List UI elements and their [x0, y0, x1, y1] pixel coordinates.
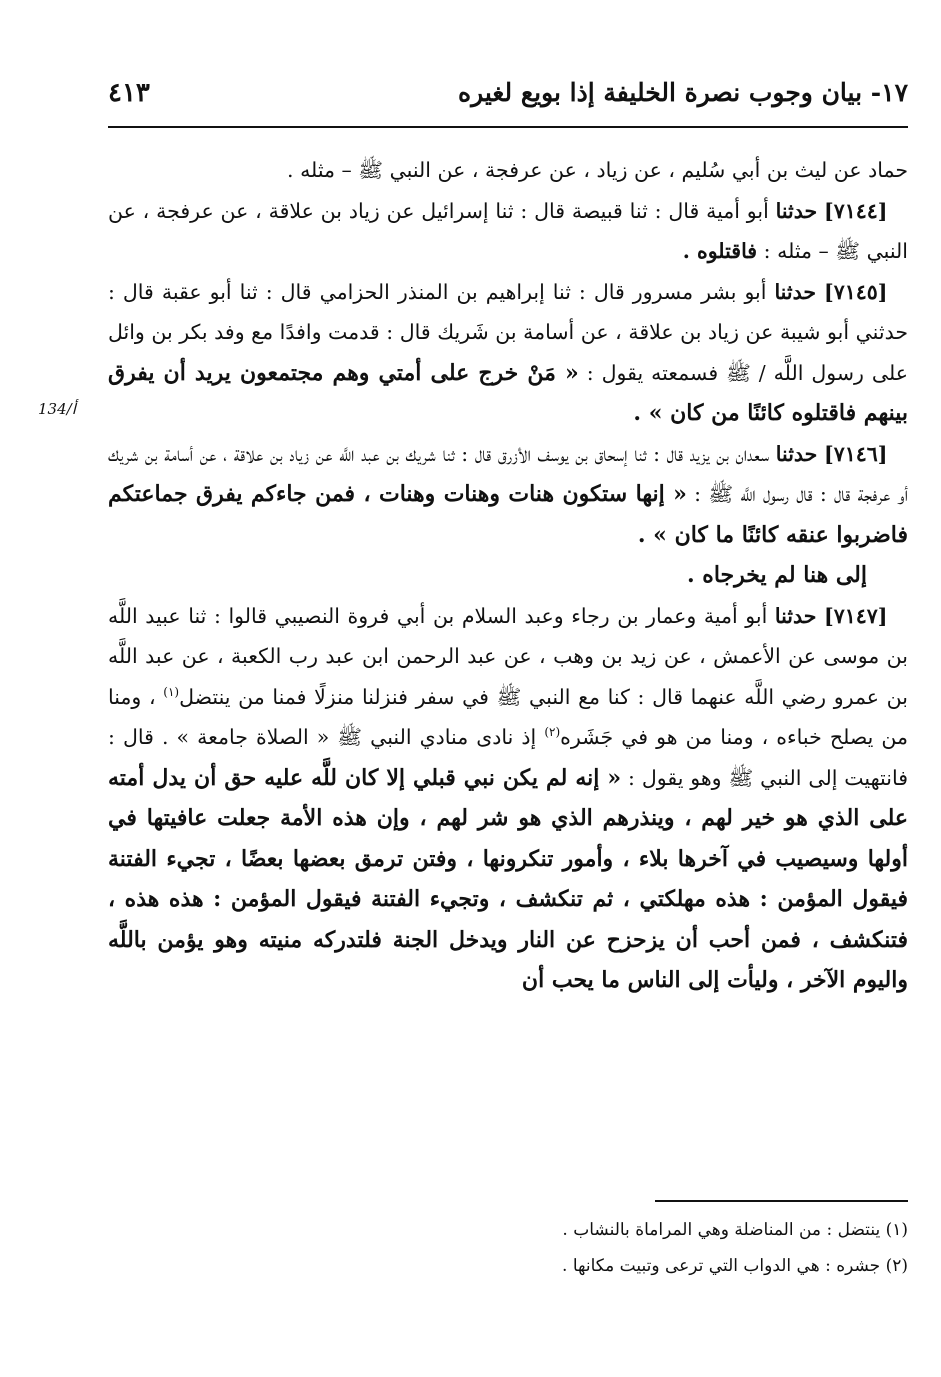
- hadith-text: أبو أمية قال : ثنا قبيصة قال : ثنا إسرائيل عن زياد بن علاقة ، عن عرفجة ، عن النبي ﷺ – مثله :: [108, 198, 908, 263]
- hadith-text: أبو أمية وعمار بن رجاء وعبد السلام بن أبي فروة النصيبي قالوا : ثنا عبيد اللَّه بن موسى عن الأعمش ، عن زيد بن وهب ، عن عبد الرحمن ابن عبد رب الكعبة ، عن عبد اللَّه بن عمرو رضي اللَّه عنهما قال : كنا مع النبي ﷺ في سفر فنزلنا منزلًا فمنا من ينتضل: [108, 603, 908, 709]
- hadith-7146: [108, 434, 908, 556]
- paragraph-continuation: [108, 150, 908, 191]
- prophetic-quote: « إنه لم يكن نبي قبلي إلا كان للَّه عليه حق أن يدل أمته على الذي هو خير لهم ، وينذرهم الذي هو شر لهم ، وإن هذه الأمة جعلت عافيتها في أولها وسيصيب في آخرها بلاء ، وأمور تنكرونها ، وفتن ترمق بعضها بعضًا ، تجيء الفتنة فيقول المؤمن : هذه مهلكتي ، ثم تنكشف ، وتجيء الفتنة فيقول المؤمن : هذه هذه ، فتنكشف ، فمن أحب أن يزحزح عن النار ويدخل الجنة فلتدركه منيته وهو يؤمن باللَّه واليوم الآخر ، وليأت إلى الناس ما يحب أن: [108, 764, 908, 993]
- footnote-divider: [655, 1200, 908, 1202]
- footnote-2: (٢) جشره : هي الدواب التي ترعى وتبيت مكانها .: [562, 1256, 908, 1276]
- footnote-1: (١) ينتضل : من المناضلة وهي المراماة بالنشاب .: [562, 1220, 908, 1240]
- hadith-number: [٧١٤٧]: [824, 603, 888, 628]
- narration-keyword: حدثنا: [774, 279, 817, 304]
- hadith-text: إذ نادى منادي النبي ﷺ « الصلاة جامعة » . قال : فانتهيت إلى النبي ﷺ وهو يقول :: [108, 725, 908, 790]
- page-header: [108, 78, 908, 124]
- hadith-7144: [108, 191, 908, 272]
- hadith-bold-ending: فاقتلوه .: [682, 239, 758, 263]
- hadith-7145: [108, 272, 908, 434]
- section-note: [108, 555, 908, 596]
- hadith-7147: [108, 596, 908, 1001]
- hadith-number: [٧١٤٦]: [824, 441, 888, 466]
- prophetic-quote: « مَنْ خرج على أمتي وهم مجتمعون يريد أن يفرق بينهم فاقتلوه كائنًا من كان » .: [108, 359, 908, 426]
- footnotes: [108, 1212, 908, 1284]
- hadith-text: أبو بشر مسرور قال : ثنا إبراهيم بن المنذر الحزامي قال : ثنا أبو عقبة قال : حدثني أبو شيبة عن زياد بن علاقة ، عن أسامة بن شَريك قال : قدمت وافدًا مع وفد بكر بن وائل على رسول اللَّه / ﷺ فسمعته يقول :: [108, 279, 908, 385]
- manuscript-folio-note: 134/أ: [38, 400, 76, 418]
- narration-keyword: حدثنا: [774, 603, 817, 628]
- main-text: [108, 150, 908, 1001]
- hadith-text: ، ومنا من يصلح خباءه ، ومنا من هو في جَشَره: [108, 684, 908, 749]
- prophetic-quote: « إنها ستكون هنات وهنات وهنات ، فمن جاءكم يفرق جماعتكم فاضربوا عنقه كائنًا ما كان » .: [108, 481, 908, 548]
- header-divider: [108, 126, 908, 128]
- narration-keyword: حدثنا: [775, 198, 818, 223]
- takhrij-note: إلى هنا لم يخرجاه .: [686, 562, 867, 588]
- page-number: ٤١٣: [108, 78, 150, 108]
- narration-keyword: حدثنا: [775, 441, 818, 466]
- footnote-marker-1[interactable]: (١): [163, 684, 180, 699]
- footnote-marker-2[interactable]: (٢): [544, 725, 561, 740]
- hadith-number: [٧١٤٥]: [824, 279, 888, 304]
- chapter-title: ١٧- بيان وجوب نصرة الخليفة إذا بويع لغيره: [458, 78, 908, 107]
- hadith-text: سعدان بن يزيد قال : ثنا إسحاق بن يوسف الأزرق قال : ثنا شريك بن عبد اللَّه عن زياد بن علاقة ، عن أسامة بن شريك أو عرفجة قال : قال رسول اللَّه ﷺ :: [108, 441, 908, 506]
- hadith-number: [٧١٤٤]: [824, 198, 888, 223]
- continuation-text: حماد عن ليث بن أبي سُليم ، عن زياد ، عن عرفجة ، عن النبي ﷺ – مثله .: [287, 158, 908, 182]
